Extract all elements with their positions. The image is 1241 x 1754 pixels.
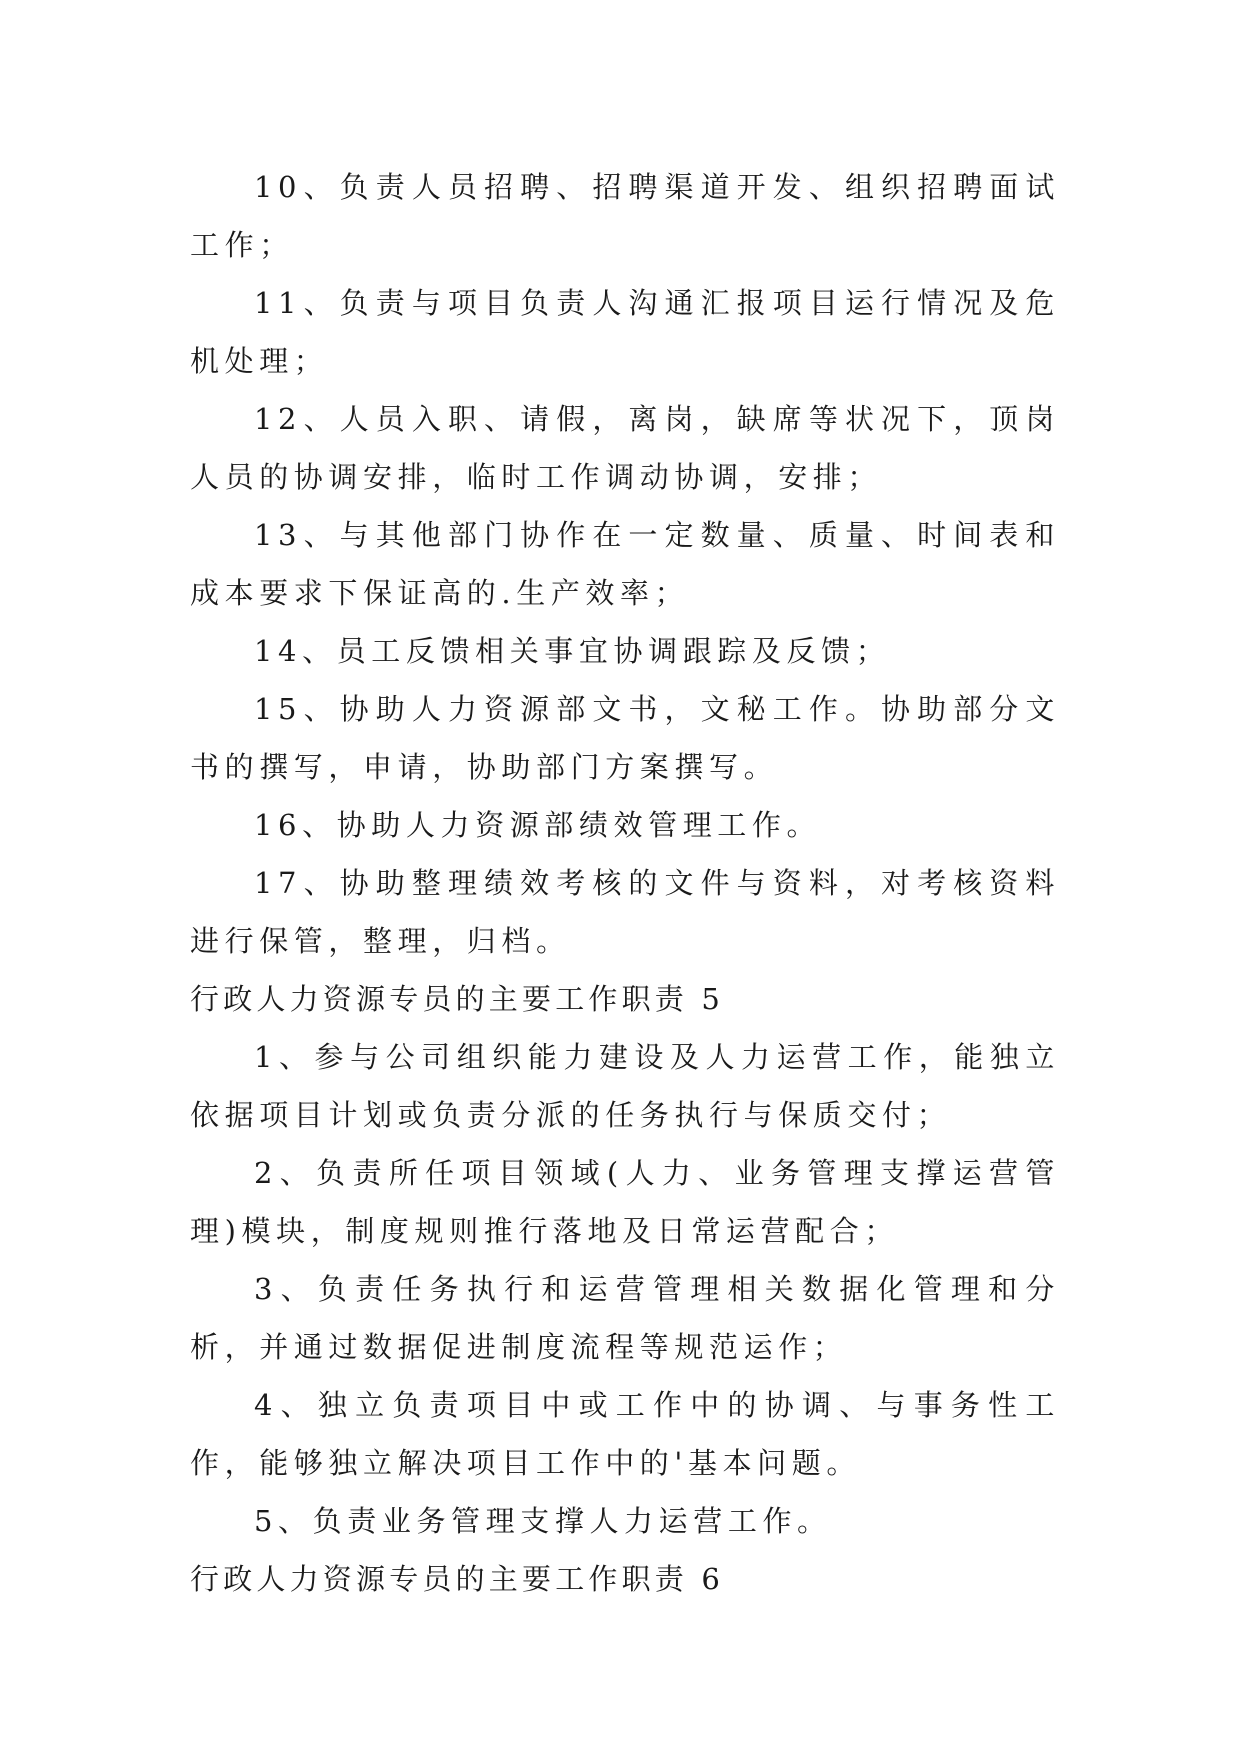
section-heading-5: 行政人力资源专员的主要工作职责 5 (190, 982, 725, 1016)
paragraph-item-2: 2、负责所任项目领域(人力、业务管理支撑运营管理)模块，制度规则推行落地及日常运营配合； (190, 1156, 1060, 1248)
section-heading-6: 行政人力资源专员的主要工作职责 6 (190, 1562, 725, 1596)
paragraph-item-5: 5、负责业务管理支撑人力运营工作。 (254, 1504, 832, 1538)
paragraph-item-17: 17、协助整理绩效考核的文件与资料，对考核资料进行保管，整理，归档。 (190, 866, 1060, 958)
paragraph-item-12: 12、人员入职、请假，离岗，缺席等状况下，顶岗人员的协调安排，临时工作调动协调，安排； (190, 402, 1060, 494)
paragraph-item-16: 16、协助人力资源部绩效管理工作。 (254, 808, 822, 842)
paragraph-item-4: 4、独立负责项目中或工作中的协调、与事务性工作，能够独立解决项目工作中的'基本问题。 (190, 1388, 1060, 1480)
document-body (190, 158, 1060, 1608)
paragraph-item-3: 3、负责任务执行和运营管理相关数据化管理和分析，并通过数据促进制度流程等规范运作； (190, 1272, 1060, 1364)
paragraph-item-15: 15、协助人力资源部文书，文秘工作。协助部分文书的撰写，申请，协助部门方案撰写。 (190, 692, 1060, 784)
paragraph-item-13: 13、与其他部门协作在一定数量、质量、时间表和成本要求下保证高的.生产效率； (190, 518, 1060, 610)
paragraph-item-14: 14、员工反馈相关事宜协调跟踪及反馈； (254, 634, 891, 668)
paragraph-item-11: 11、负责与项目负责人沟通汇报项目运行情况及危机处理； (190, 286, 1060, 378)
paragraph-item-1: 1、参与公司组织能力建设及人力运营工作，能独立依据项目计划或负责分派的任务执行与保质交付； (190, 1040, 1060, 1132)
paragraph-item-10: 10、负责人员招聘、招聘渠道开发、组织招聘面试工作； (190, 170, 1060, 262)
